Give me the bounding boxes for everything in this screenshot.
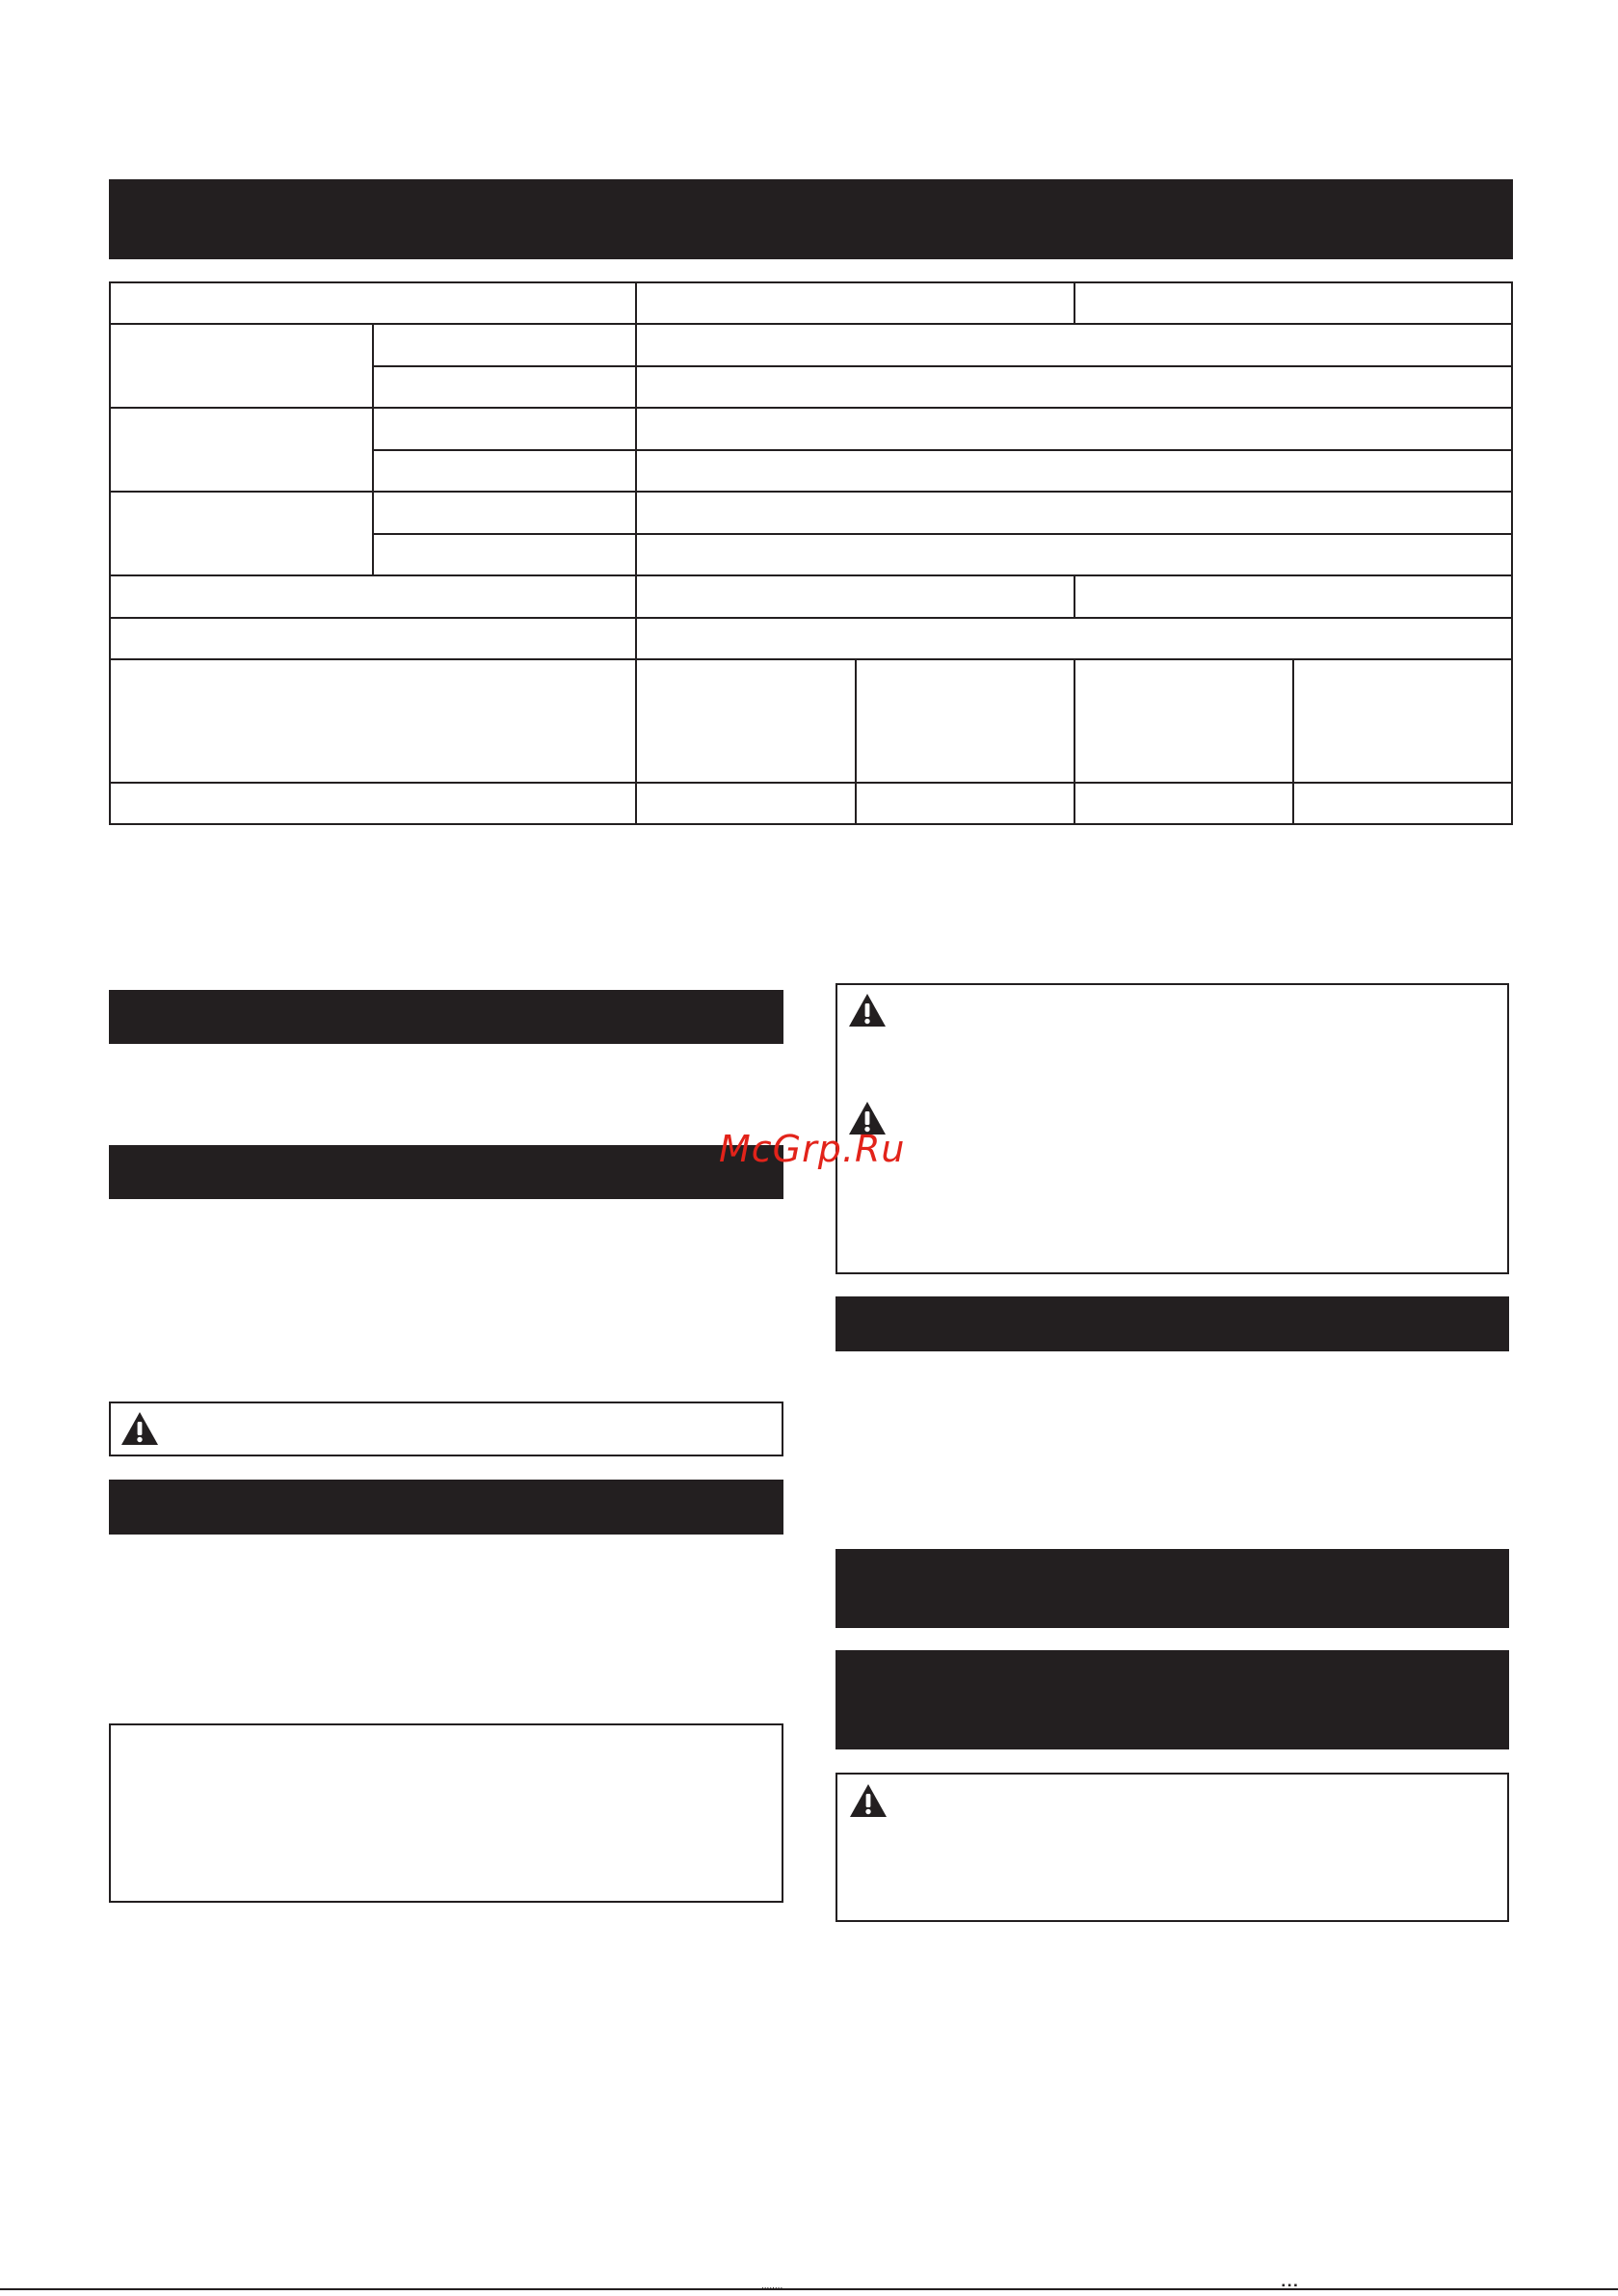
warning-box xyxy=(836,983,1509,1274)
warning-triangle-icon xyxy=(848,993,887,1028)
table-cell xyxy=(636,366,1512,408)
table-cell xyxy=(636,534,1512,575)
table-cell xyxy=(1293,659,1512,783)
table-cell xyxy=(1074,575,1512,618)
table-cell xyxy=(856,659,1074,783)
table-row xyxy=(110,659,1512,783)
table-cell xyxy=(110,783,636,824)
table-row xyxy=(110,492,1512,534)
footer-marks-left: ........ xyxy=(761,2281,783,2291)
table-cell xyxy=(636,783,855,824)
table-cell xyxy=(373,324,636,366)
watermark: McGrp.Ru xyxy=(719,1128,906,1170)
footer-rule xyxy=(0,2288,1618,2290)
table-cell xyxy=(373,450,636,492)
table-cell xyxy=(636,659,855,783)
table-cell xyxy=(636,408,1512,450)
specifications-table xyxy=(109,281,1513,825)
table-cell xyxy=(636,492,1512,534)
section-header-bar xyxy=(836,1296,1509,1351)
table-row xyxy=(110,408,1512,450)
table-cell xyxy=(373,492,636,534)
section-header-bar xyxy=(836,1549,1509,1628)
table-cell xyxy=(110,618,636,659)
table-cell xyxy=(110,575,636,618)
table-row xyxy=(110,783,1512,824)
table-cell xyxy=(110,324,373,408)
table-cell xyxy=(636,282,1074,324)
section-header-bar xyxy=(836,1650,1509,1749)
footer-marks-right: ▪ ▪ ▪ xyxy=(1282,2281,1298,2291)
section-header-bar xyxy=(109,1145,783,1199)
table-cell xyxy=(636,618,1512,659)
specifications-header-bar xyxy=(109,179,1513,259)
table-cell xyxy=(1074,282,1512,324)
table-row xyxy=(110,282,1512,324)
warning-triangle-icon xyxy=(120,1411,159,1446)
table-cell xyxy=(110,659,636,783)
warning-triangle-icon xyxy=(849,1783,888,1818)
warning-box xyxy=(109,1402,783,1456)
table-cell xyxy=(1074,783,1293,824)
note-box xyxy=(109,1723,783,1903)
section-header-bar xyxy=(109,1480,783,1535)
table-row xyxy=(110,618,1512,659)
table-cell xyxy=(856,783,1074,824)
table-cell xyxy=(636,450,1512,492)
table-cell xyxy=(373,366,636,408)
table-cell xyxy=(1293,783,1512,824)
table-cell xyxy=(373,408,636,450)
section-header-bar xyxy=(109,990,783,1044)
table-cell xyxy=(636,324,1512,366)
table-cell xyxy=(110,408,373,492)
table-cell xyxy=(110,282,636,324)
warning-box xyxy=(836,1773,1509,1922)
table-cell xyxy=(636,575,1074,618)
table-row xyxy=(110,575,1512,618)
table-cell xyxy=(110,492,373,575)
table-row xyxy=(110,324,1512,366)
table-cell xyxy=(1074,659,1293,783)
table-cell xyxy=(373,534,636,575)
